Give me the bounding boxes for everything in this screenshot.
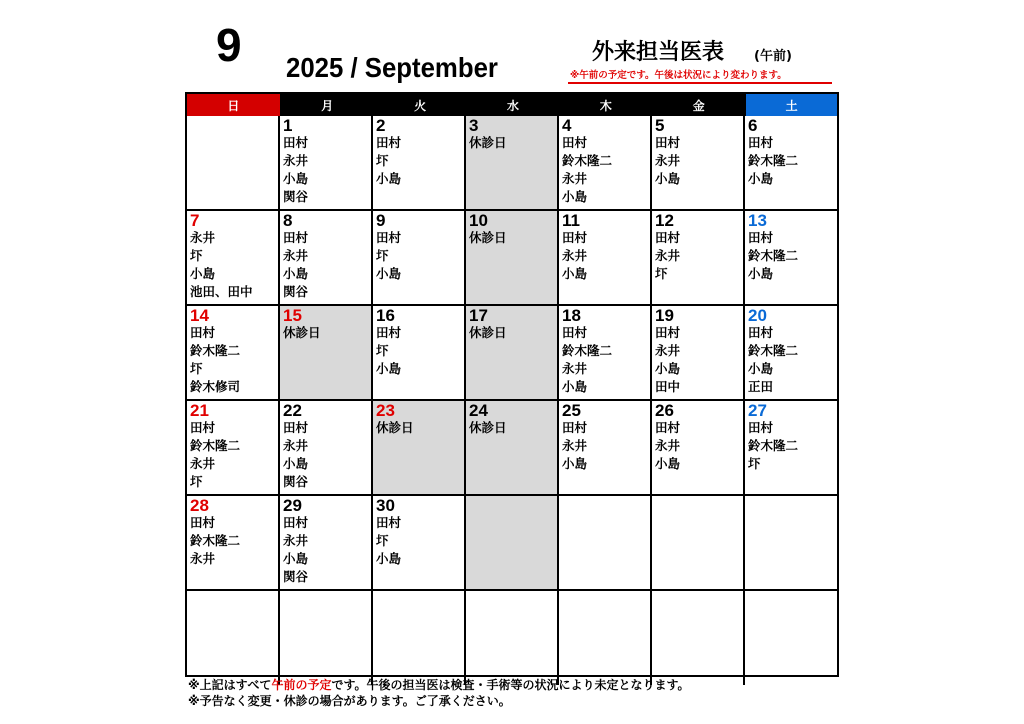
day-number: 6 xyxy=(748,116,758,135)
day-number: 23 xyxy=(376,401,395,420)
doctor-name: 小島 xyxy=(283,171,309,186)
doctor-name: 関谷 xyxy=(283,284,309,299)
day-cell xyxy=(559,496,652,591)
doctor-name: 関谷 xyxy=(283,189,309,204)
doctor-name: 圷 xyxy=(376,343,389,358)
day-number: 30 xyxy=(376,496,395,515)
day-number: 27 xyxy=(748,401,767,420)
doctor-name: 圷 xyxy=(376,533,389,548)
day-cell xyxy=(745,591,837,685)
doctor-name: 小島 xyxy=(562,266,588,281)
doctor-name: 田村 xyxy=(376,135,402,150)
day-number: 17 xyxy=(469,306,488,325)
day-cell xyxy=(466,496,559,591)
doctor-name: 田村 xyxy=(283,420,309,435)
doctor-name: 鈴木隆二 xyxy=(748,343,799,358)
doctor-name: 小島 xyxy=(562,189,588,204)
calendar-grid xyxy=(187,116,837,675)
doctor-name: 田村 xyxy=(283,230,309,245)
doctor-name: 小島 xyxy=(562,379,588,394)
day-cell xyxy=(280,116,373,211)
day-cell xyxy=(652,116,745,211)
doctor-name: 圷 xyxy=(190,248,203,263)
doctor-name: 小島 xyxy=(655,171,681,186)
doctor-name: 永井 xyxy=(655,438,681,453)
day-cell xyxy=(280,306,373,401)
doctor-name: 鈴木隆二 xyxy=(748,153,799,168)
doctor-name: 田村 xyxy=(562,135,588,150)
day-cell xyxy=(466,306,559,401)
footer-note-2: ※予告なく変更・休診の場合があります。ご了承ください。 xyxy=(188,694,511,708)
doctor-name: 永井 xyxy=(655,153,681,168)
doctor-name: 休診日 xyxy=(283,325,321,340)
day-cell xyxy=(280,211,373,306)
doctor-name: 永井 xyxy=(562,438,588,453)
doctor-name: 田村 xyxy=(562,230,588,245)
day-cell xyxy=(652,496,745,591)
day-cell xyxy=(652,306,745,401)
day-number: 9 xyxy=(376,211,386,230)
doctor-name: 小島 xyxy=(748,171,774,186)
weekday-mon: 月 xyxy=(280,94,373,116)
doctor-name: 小島 xyxy=(748,266,774,281)
weekday-sat: 土 xyxy=(744,94,837,116)
day-cell xyxy=(280,591,373,685)
doctor-name: 小島 xyxy=(376,551,402,566)
month-number: 9 xyxy=(216,19,242,71)
day-number: 22 xyxy=(283,401,302,420)
weekday-fri: 金 xyxy=(651,94,744,116)
doctor-name: 小島 xyxy=(376,266,402,281)
day-cell xyxy=(373,306,466,401)
doctor-name: 永井 xyxy=(655,248,681,263)
day-number: 8 xyxy=(283,211,293,230)
doctor-name: 永井 xyxy=(283,248,309,263)
doctor-name: 永井 xyxy=(283,533,309,548)
doctor-name: 鈴木隆二 xyxy=(190,438,241,453)
doctor-name: 圷 xyxy=(376,248,389,263)
doctor-name: 小島 xyxy=(655,361,681,376)
doctor-name: 小島 xyxy=(283,456,309,471)
doctor-name: 田村 xyxy=(283,515,309,530)
doctor-name: 田村 xyxy=(748,135,774,150)
doctor-name: 圷 xyxy=(655,266,668,281)
day-number: 26 xyxy=(655,401,674,420)
doctor-name: 鈴木隆二 xyxy=(190,533,241,548)
schedule-note: ※午前の予定です。午後は状況により変わります。 xyxy=(570,70,787,81)
weekday-thu: 木 xyxy=(558,94,651,116)
day-cell xyxy=(187,496,280,591)
day-cell xyxy=(466,591,559,685)
day-cell xyxy=(466,401,559,496)
doctor-name: 田村 xyxy=(190,515,216,530)
doctor-name: 関谷 xyxy=(283,474,309,489)
day-number: 25 xyxy=(562,401,581,420)
day-cell xyxy=(373,116,466,211)
day-number: 19 xyxy=(655,306,674,325)
day-cell xyxy=(280,496,373,591)
footer-note-1-emphasis: 午前の予定 xyxy=(271,678,332,692)
doctor-name: 小島 xyxy=(283,266,309,281)
day-number: 14 xyxy=(190,306,209,325)
day-cell xyxy=(373,211,466,306)
day-number: 2 xyxy=(376,116,386,135)
day-cell xyxy=(559,211,652,306)
doctor-name: 田村 xyxy=(562,420,588,435)
doctor-name: 田村 xyxy=(748,230,774,245)
day-cell xyxy=(745,496,837,591)
doctor-name: 田村 xyxy=(562,325,588,340)
doctor-name: 田村 xyxy=(655,230,681,245)
doctor-name: 圷 xyxy=(190,474,203,489)
doctor-name: 休診日 xyxy=(469,325,507,340)
doctor-name: 小島 xyxy=(562,456,588,471)
day-number: 11 xyxy=(562,211,580,230)
day-cell xyxy=(559,306,652,401)
doctor-name: 田村 xyxy=(376,230,402,245)
doctor-name: 圷 xyxy=(190,361,203,376)
doctor-name: 田村 xyxy=(748,420,774,435)
doctor-name: 永井 xyxy=(190,551,216,566)
doctor-name: 永井 xyxy=(190,456,216,471)
footer-note-1-b: です。午後の担当医は検査・手術等の状況により未定となります。 xyxy=(331,678,690,692)
doctor-name: 田村 xyxy=(655,135,681,150)
day-cell xyxy=(466,211,559,306)
doctor-name: 永井 xyxy=(655,343,681,358)
doctor-name: 鈴木隆二 xyxy=(562,153,613,168)
doctor-name: 池田、田中 xyxy=(190,284,253,299)
schedule-title: 外来担当医表 xyxy=(592,40,725,65)
month-title: 2025 / September xyxy=(286,52,498,83)
day-cell xyxy=(373,401,466,496)
doctor-name: 永井 xyxy=(283,153,309,168)
schedule-subtitle: (午前) xyxy=(754,49,792,64)
doctor-name: 田村 xyxy=(655,420,681,435)
day-number: 1 xyxy=(283,116,293,135)
weekday-sun: 日 xyxy=(187,94,280,116)
doctor-name: 圷 xyxy=(748,456,761,471)
day-cell xyxy=(187,211,280,306)
day-cell xyxy=(466,116,559,211)
doctor-name: 田村 xyxy=(376,325,402,340)
doctor-name: 小島 xyxy=(748,361,774,376)
day-cell xyxy=(745,116,837,211)
doctor-name: 田村 xyxy=(190,325,216,340)
day-cell xyxy=(652,591,745,685)
doctor-name: 田村 xyxy=(748,325,774,340)
doctor-name: 永井 xyxy=(562,248,588,263)
weekday-header xyxy=(187,94,837,116)
doctor-name: 田中 xyxy=(655,379,681,394)
doctor-name: 田村 xyxy=(376,515,402,530)
doctor-name: 正田 xyxy=(748,379,774,394)
doctor-name: 小島 xyxy=(376,171,402,186)
day-number: 5 xyxy=(655,116,665,135)
day-cell xyxy=(373,591,466,685)
day-number: 20 xyxy=(748,306,767,325)
doctor-name: 休診日 xyxy=(376,420,414,435)
doctor-name: 永井 xyxy=(283,438,309,453)
day-cell xyxy=(559,401,652,496)
day-cell xyxy=(745,306,837,401)
day-cell xyxy=(187,401,280,496)
day-number: 16 xyxy=(376,306,395,325)
doctor-name: 小島 xyxy=(655,456,681,471)
doctor-name: 田村 xyxy=(190,420,216,435)
doctor-name: 小島 xyxy=(283,551,309,566)
doctor-name: 関谷 xyxy=(283,569,309,584)
doctor-name: 鈴木隆二 xyxy=(748,438,799,453)
doctor-name: 鈴木隆二 xyxy=(190,343,241,358)
doctor-name: 小島 xyxy=(190,266,216,281)
day-cell xyxy=(187,306,280,401)
day-cell xyxy=(559,116,652,211)
day-number: 12 xyxy=(655,211,674,230)
doctor-name: 鈴木隆二 xyxy=(562,343,613,358)
note-underline xyxy=(568,82,832,84)
day-number: 29 xyxy=(283,496,302,515)
footer-note-1-a: ※上記はすべて xyxy=(188,678,272,692)
day-number: 18 xyxy=(562,306,581,325)
day-cell xyxy=(373,496,466,591)
day-number: 13 xyxy=(748,211,767,230)
doctor-name: 鈴木修司 xyxy=(190,379,241,394)
doctor-name: 圷 xyxy=(376,153,389,168)
doctor-name: 休診日 xyxy=(469,135,507,150)
doctor-name: 永井 xyxy=(562,361,588,376)
doctor-name: 休診日 xyxy=(469,420,507,435)
weekday-tue: 火 xyxy=(373,94,466,116)
day-number: 21 xyxy=(190,401,209,420)
doctor-name: 休診日 xyxy=(469,230,507,245)
doctor-name: 田村 xyxy=(655,325,681,340)
day-number: 10 xyxy=(469,211,488,230)
day-number: 3 xyxy=(469,116,479,135)
doctor-name: 永井 xyxy=(190,230,216,245)
doctor-name: 鈴木隆二 xyxy=(748,248,799,263)
calendar xyxy=(185,92,839,677)
day-number: 7 xyxy=(190,211,200,230)
day-cell xyxy=(280,401,373,496)
footer-note-1 xyxy=(188,679,690,691)
day-number: 28 xyxy=(190,496,209,515)
doctor-name: 永井 xyxy=(562,171,588,186)
doctor-name: 田村 xyxy=(283,135,309,150)
day-cell xyxy=(187,116,280,211)
day-number: 24 xyxy=(469,401,488,420)
day-cell xyxy=(745,211,837,306)
day-number: 4 xyxy=(562,116,572,135)
doctor-name: 小島 xyxy=(376,361,402,376)
day-cell xyxy=(652,211,745,306)
day-number: 15 xyxy=(283,306,302,325)
day-cell xyxy=(187,591,280,685)
day-cell xyxy=(559,591,652,685)
day-cell xyxy=(652,401,745,496)
day-cell xyxy=(745,401,837,496)
weekday-wed: 水 xyxy=(466,94,559,116)
